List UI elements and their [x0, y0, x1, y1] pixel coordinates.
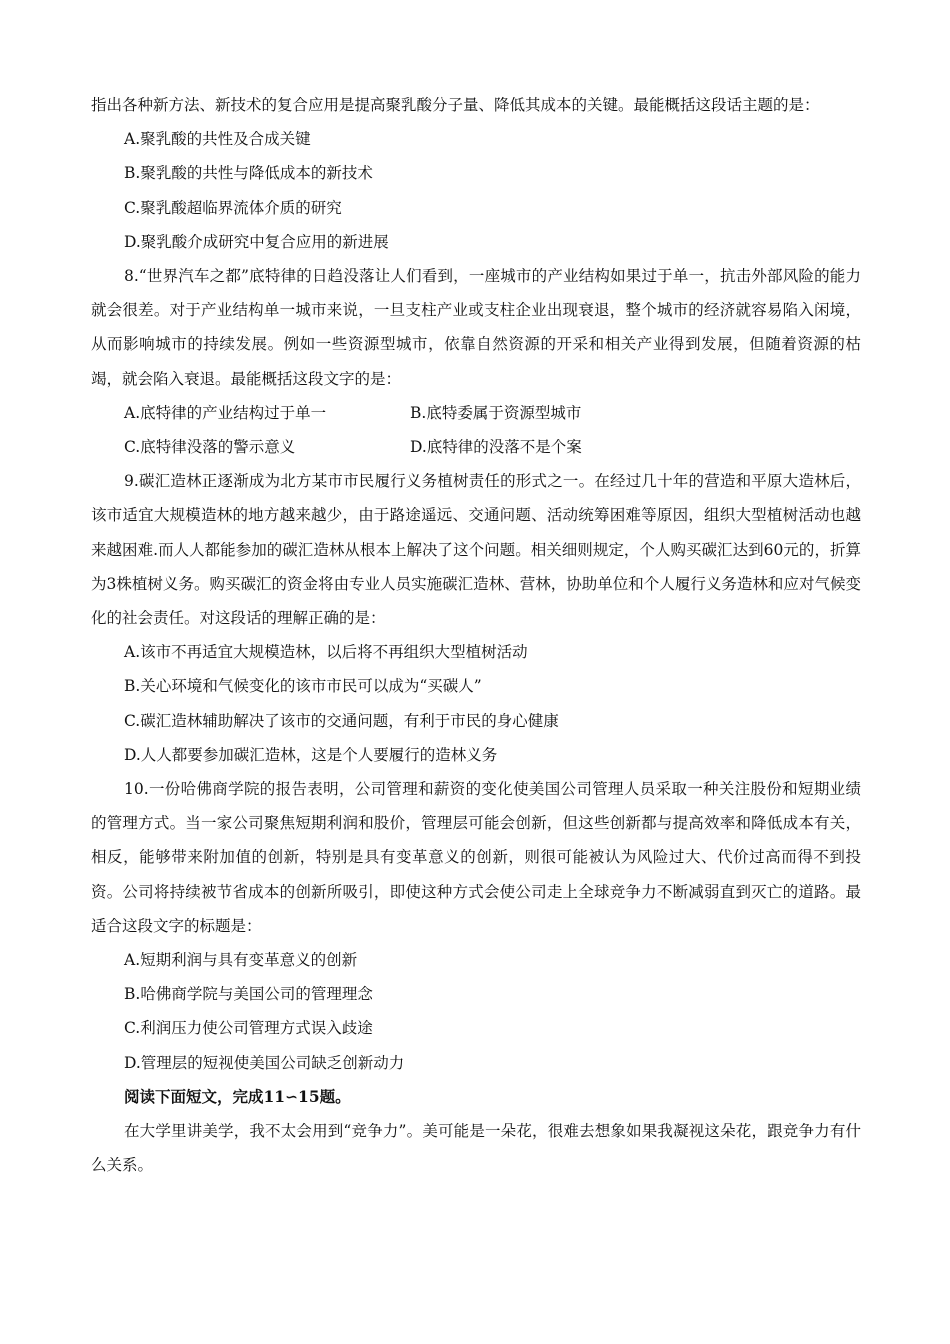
q10-option-c: C.利润压力使公司管理方式误入歧途 — [124, 1019, 373, 1038]
q8-option-c: C.底特律没落的警示意义 — [124, 438, 296, 457]
q7-option-b: B.聚乳酸的共性与降低成本的新技术 — [124, 164, 373, 183]
q8-options-row-1 — [91, 396, 861, 430]
q8-option-a: A.底特律的产业结构过于单一 — [124, 403, 327, 422]
q8-option-d: D.底特律的没落不是个案 — [410, 438, 582, 457]
q10-stem: 10.一份哈佛商学院的报告表明，公司管理和薪资的变化使美国公司管理人员采取一种关注股份和短期业绩的管理方式。当一家公司聚焦短期利润和股价，管理层可能会创新，但这些创新都与提高效率和降低成本有关，相反，能够带来附加值的创新，特别是具有变革意义的创新，则很可能被认为风险过大、代价过高而得不到投资。公司将持续被节省成本的创新所吸引，即使这种方式会使公司走上全球竞争力不断减弱直到灭亡的道路。最适合这段文字的标题是： — [91, 780, 861, 935]
section-heading: 阅读下面短文，完成11∽15题。 — [124, 1086, 351, 1106]
q8-options-row-2 — [91, 430, 861, 464]
q10-option-d: D.管理层的短视使美国公司缺乏创新动力 — [124, 1053, 405, 1072]
q9-option-d: D.人人都要参加碳汇造林，这是个人要履行的造林义务 — [124, 745, 498, 764]
q10-option-b: B.哈佛商学院与美国公司的管理理念 — [124, 985, 373, 1004]
q9-option-c: C.碳汇造林辅助解决了该市的交通问题，有利于市民的身心健康 — [124, 711, 559, 730]
q7-stem-tail: 指出各种新方法、新技术的复合应用是提高聚乳酸分子量、降低其成本的关键。最能概括这段话主题的是： — [91, 96, 820, 114]
q9-stem: 9.碳汇造林正逐渐成为北方某市市民履行义务植树责任的形式之一。在经过几十年的营造和平原大造林后，该市适宜大规模造林的地方越来越少，由于路途遥远、交通问题、活动统筹困难等原因，组织大型植树活动也越来越困难.而人人都能参加的碳汇造林从根本上解决了这个问题。相关细则规定，个人购买碳汇达到60元的，折算为3株植树义务。购买碳汇的资金将由专业人员实施碳汇造林、营林，协助单位和个人履行义务造林和应对气候变化的社会责任。对这段话的理解正确的是： — [91, 472, 861, 628]
q9-option-a: A.该市不再适宜大规模造林，以后将不再组织大型植树活动 — [124, 643, 528, 662]
q10-option-a: A.短期利润与具有变革意义的创新 — [124, 951, 358, 970]
q8-stem: 8.“世界汽车之都”底特律的日趋没落让人们看到，一座城市的产业结构如果过于单一，抗击外部风险的能力就会很差。对于产业结构单一城市来说，一旦支柱产业或支柱企业出现衰退，整个城市的经济就容易陷入闲境，从而影响城市的持续发展。例如一些资源型城市，依靠自然资源的开采和相关产业得到发展，但随着资源的枯竭，就会陷入衰退。最能概括这段文字的是： — [91, 267, 861, 388]
q9-option-b: B.关心环境和气候变化的该市市民可以成为“买碳人” — [124, 677, 482, 696]
q7-option-a: A.聚乳酸的共性及合成关键 — [124, 130, 311, 149]
document-page — [91, 88, 861, 1183]
q8-option-b: B.底特委属于资源型城市 — [410, 403, 582, 422]
section-intro: 在大学里讲美学，我不太会用到“竞争力”。美可能是一朵花，很难去想象如果我凝视这朵花，跟竞争力有什么关系。 — [91, 1122, 861, 1175]
q7-option-d: D.聚乳酸介成研究中复合应用的新进展 — [124, 232, 389, 251]
q7-option-c: C.聚乳酸超临界流体介质的研究 — [124, 198, 342, 217]
